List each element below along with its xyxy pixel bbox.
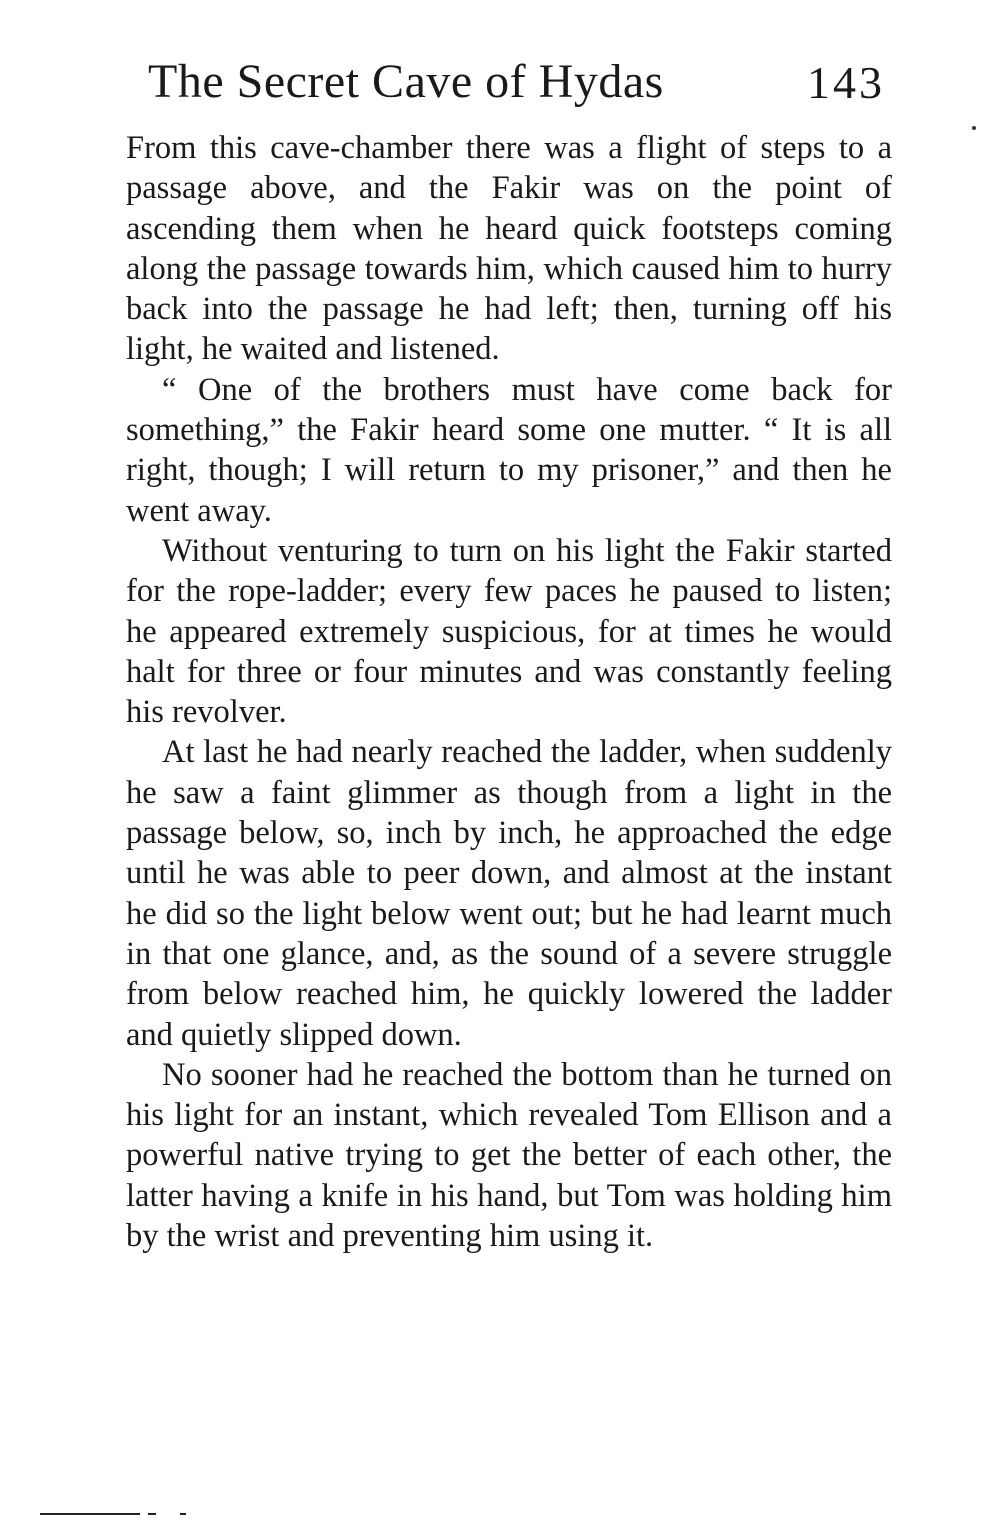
running-head [148,50,893,120]
scan-edge-mark [180,1513,186,1515]
ink-speck [972,126,976,130]
running-title: The Secret Cave of Hydas [148,55,664,108]
paragraph: No sooner had he reached the bottom than he turned on his light for an instant, which revealed Tom Ellison and a powerful native trying to get the better of each other, the latter having a knife in his hand, but Tom was holding him by the wrist and preventing him using it. [126,1056,892,1255]
paragraph: Without venturing to turn on his light the Fakir started for the rope-ladder; every few paces he paused to listen; he appeared extremely suspicious, for at times he would halt for three or four minutes and was constantly feeling his revolver. [126,532,892,731]
scan-edge-mark [148,1513,156,1515]
paragraph: “ One of the brothers must have come back for something,” the Fakir heard some one mutter. “ It is all right, though; I will return to my prisoner,” and then he went away. [126,371,892,529]
body-text [126,128,892,1256]
paragraph: At last he had nearly reached the ladder, when suddenly he saw a faint glimmer as though from a light in the passage below, so, inch by inch, he approached the edge until he was able to peer down, and almost at the instant he did so the light below went out; but he had learnt much in that one glance, and, as the sound of a severe struggle from below reached him, he quickly lowered the ladder and quietly slipped down. [126,734,892,1053]
page-number: 143 [807,57,885,108]
scan-edge-mark [40,1513,140,1515]
paragraph: From this cave-chamber there was a flight of steps to a passage above, and the Fakir was on the point of ascending them when he heard quick footsteps coming along the passage towards him, which caused him to hurry back into the passage he had left; then, turning off his light, he waited and listened. [126,130,892,368]
